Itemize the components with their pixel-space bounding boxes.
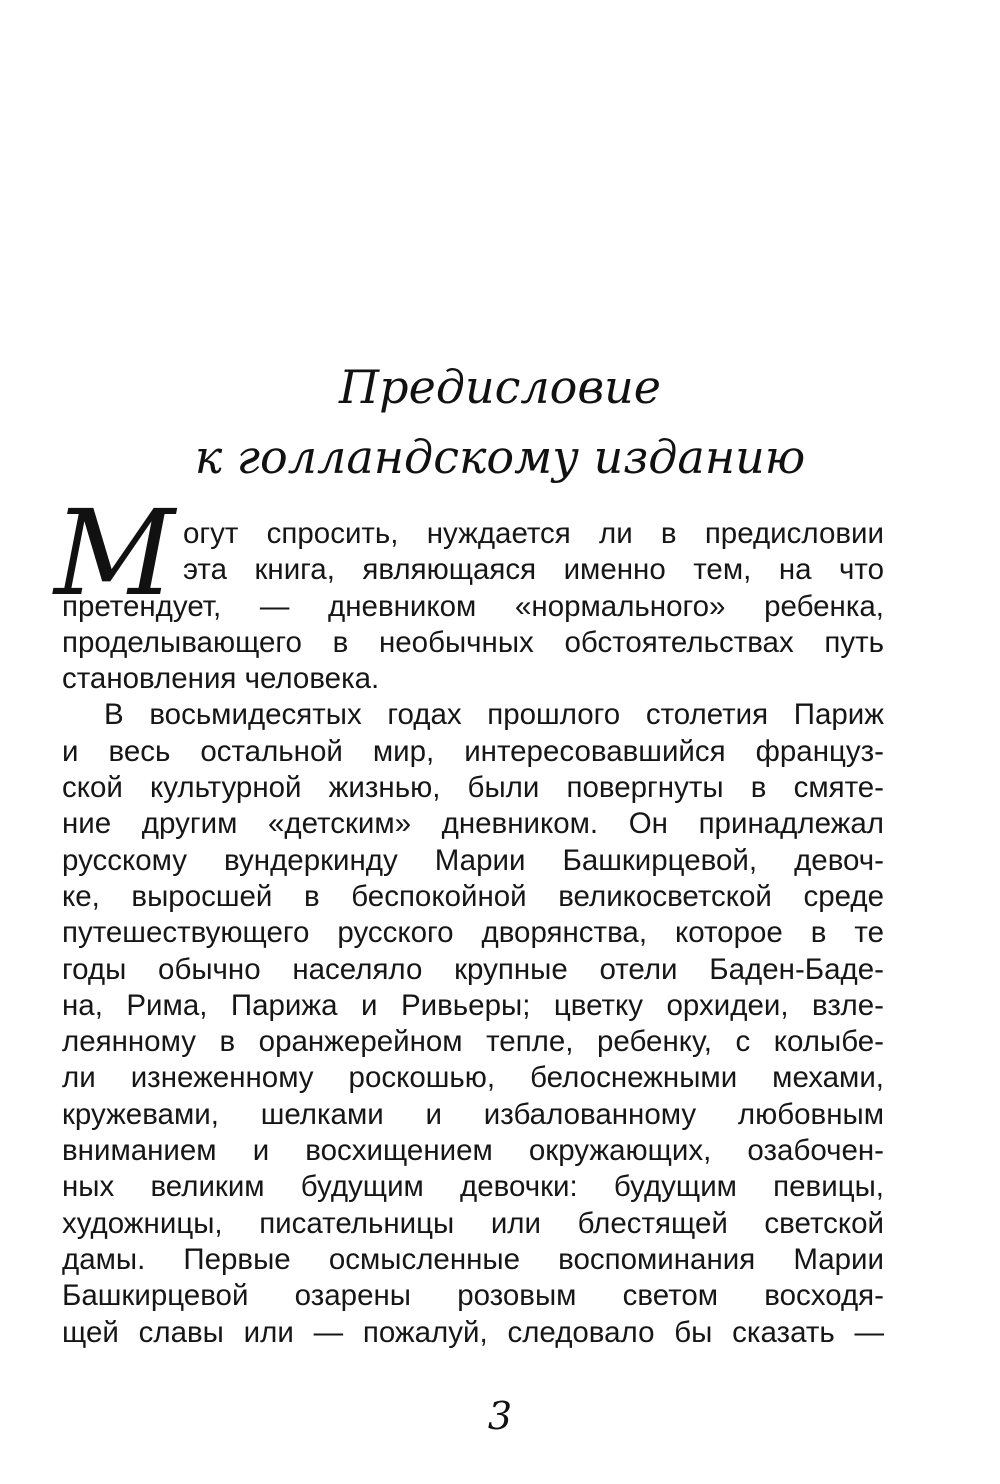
text-line: эта книга, являющаяся именно тем, на что (183, 553, 884, 587)
text-line: проделывающего в необычных обстоятельствах путь (62, 625, 884, 659)
text-line: В восьмидесятых годах прошлого столетия Париж (104, 698, 884, 732)
text-line: путешествующего русского дворянства, которое в те (62, 916, 884, 950)
drop-cap-letter: М (54, 484, 175, 622)
text-line: огут спросить, нуждается ли в предисловии (183, 517, 884, 550)
text-line: ской культурной жизнью, были повергнуты в смяте- (62, 771, 884, 805)
text-line: и весь остальной мир, интересовавшийся француз- (62, 734, 884, 768)
text-line: на, Рима, Парижа и Ривьеры; цветку орхидеи, взле- (62, 988, 884, 1022)
chapter-heading-line-1: Предисловие (339, 360, 661, 414)
text-line: становления человека. (62, 662, 380, 696)
text-line: ке, выросшей в беспокойной великосветской среде (62, 879, 884, 913)
body-text (62, 516, 884, 1351)
text-line: русскому вундеркинду Марии Башкирцевой, девоч- (62, 843, 884, 877)
chapter-heading-line-2: к голландскому изданию (194, 430, 806, 484)
text-line: годы обычно населяло крупные отели Баден-Баде- (62, 952, 884, 986)
page-number: 3 (487, 1394, 513, 1438)
text-line: вниманием и восхищением окружающих, озабочен- (62, 1134, 884, 1168)
text-line: художницы, писательницы или блестящей светской (62, 1206, 884, 1240)
text-line: дамы. Первые осмысленные воспоминания Марии (62, 1242, 884, 1276)
text-line: ли изнеженному роскошью, белоснежными мехами, (62, 1061, 884, 1095)
text-line: ных великим будущим девочки: будущим певицы, (62, 1170, 884, 1204)
text-line: леянному в оранжерейном тепле, ребенку, с колыбе- (62, 1025, 884, 1059)
chapter-heading (0, 352, 1000, 492)
text-line: Башкирцевой озарены розовым светом восходя- (62, 1279, 884, 1313)
text-line: кружевами, шелками и избалованному любовным (62, 1097, 884, 1131)
text-line: щей славы или — пожалуй, следовало бы сказать — (62, 1315, 884, 1349)
text-line: претендует, — дневником «нормального» ребенка, (62, 589, 884, 623)
text-line: ние другим «детским» дневником. Он принадлежал (62, 807, 884, 841)
